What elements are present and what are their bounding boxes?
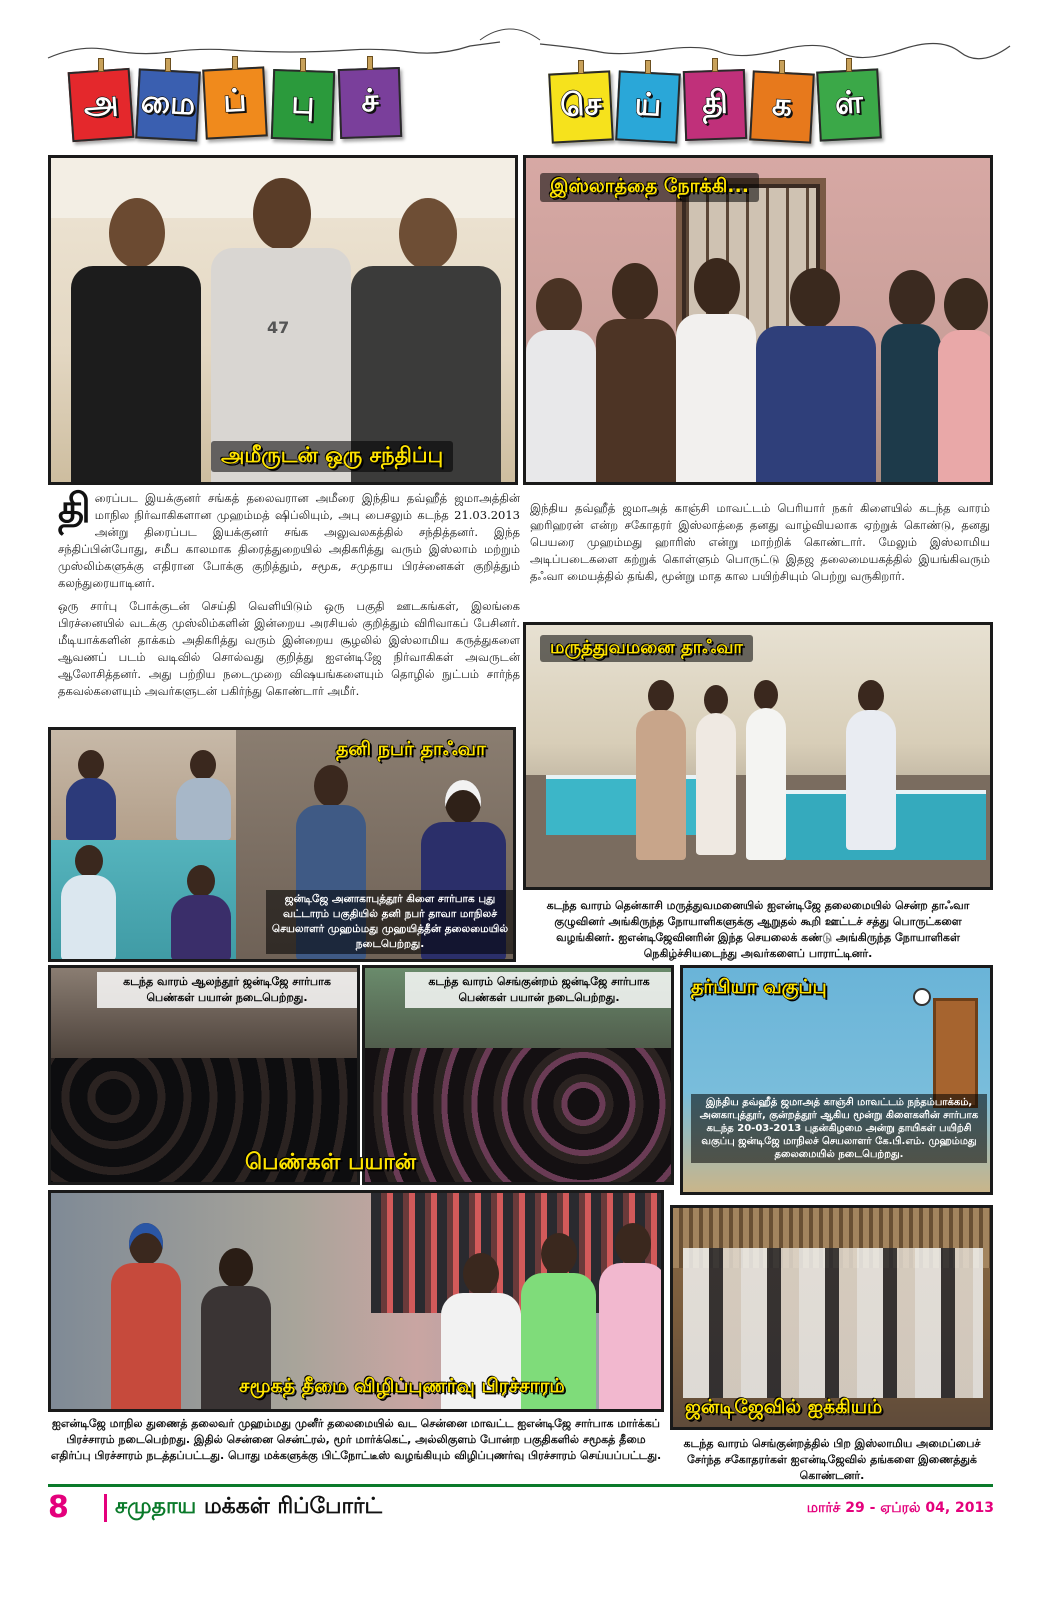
clothes-peg-icon [712,58,718,72]
clothes-peg-icon [232,56,238,70]
tarbiya-caption: இந்திய தவ்ஹீத் ஜமாஅத் காஞ்சி மாவட்டம் நந்தம்பாக்கம், அனகாபுத்தூர், குன்றத்தூர் ஆகிய மூன்று கிளைகளின் சார்பாக கடந்த 20-03-2013 புதன்கிழமை அன்று தாயிகள் பயிற்சி வகுப்பு ஜன்டிஜே மாநிலச் செயலாளர் கே.பி.எம். முஹம்மது தலைமையில் நடைபெற்றது. [691,1094,987,1163]
masthead-letter: ப் [222,82,248,120]
masthead-letter: செ [559,85,603,125]
person-b [176,750,231,840]
person-6 [938,278,993,485]
women-alandur-caption: கடந்த வாரம் ஆலந்தூர் ஜன்டிஜே சார்பாக பெண்கள் பயான் நடைபெற்றது. [97,972,357,1008]
masthead-letter-tile [135,68,201,141]
person-5 [881,270,941,485]
clothes-peg-icon [165,58,171,72]
women-chengunram-caption: கடந்த வாரம் செங்குன்றம் ஜன்டிஜே சார்பாக பெண்கள் பயான் நடைபெற்றது. [405,972,673,1008]
person-d [171,865,231,960]
footer-rule [48,1484,993,1487]
masthead-letter: பு [290,84,316,122]
masthead-letter: தி [701,84,729,122]
clothes-peg-icon [578,60,584,74]
tarbiya-title: தர்பியா வகுப்பு [691,976,827,998]
clothes-peg-icon [645,60,651,74]
hospital-caption: கடந்த வாரம் தென்காசி மருத்துவமனையில் ஐஎன்டிஜே தலைமையில் சென்ற தாஃவா குழுவினர் அங்கிருந்த நோயாளிகளுக்கு ஆறுதல் கூறி ஊட்டச் சத்து பொருட்களை வழங்கினர். ஐஎன்டிஜேவினரின் இந்த செயலைக் கண்டு அங்கிருந்த நோயாளிகள் நெகிழ்ச்சியடைந்து அவர்களைப் பாராட்டினர். [546,899,970,960]
bunting-string [0,0,1060,80]
masthead-letter: ச் [360,82,380,120]
publication-name [104,1494,382,1522]
masthead-letter-tile [548,70,614,143]
visitor-3 [746,680,786,860]
masthead-letter: மை [140,83,197,123]
campaigner-1 [111,1223,181,1412]
social-evil-caption: ஐஎன்டிஜே மாநில துணைத் தலைவர் முஹம்மது முனீர் தலைமையில் வட சென்னை மாவட்ட ஐஎன்டிஜே சார்பாக மார்க்கப் பிரச்சாரம் நடைபெற்றது. இதில் சென்னை சென்ட்ரல், மூர் மார்க்கெட், அல்லிகுளம் போன்ற பகுதிகளில் சமூகத் தீமை எதிர்ப்பு பிரச்சாரம் நடத்தப்பட்டது. பொது மக்களுக்கு பிட்நோட்டீஸ் வழங்கியும் விழிப்புணர்வு பிரச்சாரம் செய்யப்பட்டது. [50,1417,662,1462]
women-bayan-title: பெண்கள் பயான் [245,1150,417,1175]
clothes-peg-icon [846,58,852,72]
masthead [0,0,1060,150]
social-evil-photo [48,1190,664,1412]
campaigner-5 [599,1223,664,1412]
hospital-dawah-title: மருத்துவமனை தாஃவா [540,635,753,662]
ameer-meeting-photo [48,155,518,485]
clothes-peg-icon [779,60,785,74]
person-4 [756,268,876,485]
individual-dawah-caption: ஜன்டிஜே அனாகாபுத்தூர் கிளை சார்பாக புது வட்டாரம் பகுதியில் தனி நபர் தாவா மாநிலச் செயலாளர் முஹம்மது முஹயித்தீன் தலைமையில் நடைபெற்றது. [266,890,514,954]
masthead-letter-tile [683,69,747,141]
masthead-letter: க [771,86,793,124]
person-left [71,198,201,485]
ameer-meeting-title: அமீருடன் ஒரு சந்திப்பு [211,441,453,472]
masthead-letter-tile [816,68,882,141]
masthead-letter-tile [615,70,681,143]
visitor-2 [696,685,736,855]
publication-name-a: சமுதாய [115,1494,197,1519]
person-2 [596,263,676,485]
person-c [61,845,116,960]
person-1 [526,278,596,485]
masthead-letter-tile [68,68,135,142]
masthead-letter-tile [338,67,402,139]
hospital-dawah-photo [523,622,993,890]
unity-title: ஜன்டிஜேவில் ஐக்கியம் [685,1396,883,1418]
issue-date: மார்ச் 29 - ஏப்ரல் 04, 2013 [806,1500,994,1516]
towards-islam-title: இஸ்லாத்தை நோக்கி... [540,173,759,202]
publication-name-b: மக்கள் ரிப்போர்ட் [203,1494,383,1519]
person-middle: 47 [211,178,351,485]
page-number: 8 [48,1490,69,1525]
ameer-article [58,486,520,720]
convert-article-text: இந்திய தவ்ஹீத் ஜமாஅத் காஞ்சி மாவட்டம் பெரியார் நகர் கிளையில் கடந்த வாரம் ஹரிஹரன் என்ற சகோதரர் இஸ்லாத்தை தனது வாழ்வியலாக ஏற்றுக் கொண்டு, தனது பெயரை முஹம்மது ஹாரிஸ் என்று மாற்றிக் கொண்டார். மேலும் இஸ்லாமிய அடிப்படைகளை கற்றுக் கொள்ளும் பொருட்டு இதஜ தலைமையகத்தில் இயங்கிவரும் தஃவா மையத்தில் தங்கி, மூன்று மாத கால பயிற்சியும் பெற்று வருகிறார். [530,501,990,583]
individual-dawah-photo [48,727,516,962]
visitor-1 [636,680,686,860]
masthead-letter: அ [82,83,120,123]
masthead-letter-tile [749,70,815,143]
visitor-4 [846,680,896,850]
clothes-peg-icon [367,56,373,70]
person-3 [676,258,756,485]
individual-dawah-title: தனி நபர் தாஃவா [336,738,486,760]
clothes-peg-icon [300,58,306,72]
social-evil-title: சமூகத் தீமை விழிப்புணர்வு பிரச்சாரம் [239,1375,565,1397]
person-a [66,750,116,840]
unity-photo [670,1205,993,1430]
unity-caption: கடந்த வாரம் செங்குன்றத்தில் பிற இஸ்லாமிய அமைப்பைச் சேர்ந்த சகோதரர்கள் ஐஎன்டிஜேவில் தங்களை இணைத்துக் கொண்டனர். [683,1437,981,1482]
towards-islam-photo [523,155,993,485]
masthead-letter: ள் [833,84,864,122]
masthead-letter-tile [271,69,335,141]
convert-article [530,500,990,620]
ameer-article-p2: ஒரு சார்பு போக்குடன் செய்தி வெளியிடும் ஒரு பகுதி ஊடகங்கள், இலங்கை பிரச்னையில் வடக்கு முஸ்லிம்களின் இன்றைய அரசியல் குறித்தும் விரிவாகப் பேசினர். மீடியாக்களின் தாக்கம் அதிகரித்து வரும் இன்றைய சூழலில் இஸ்லாமிய கருத்துகளை ஆவணப் படம் வடிவில் சொல்வது குறித்து ஐஎன்டிஜே நிர்வாகிகள் அவருடன் ஆலோசித்தனர். அது பற்றிய நடைமுறை விஷயங்களையும் தொழில் நுட்பம் சார்ந்த தகவல்களையும் அவர்களுடன் பகிர்ந்து கொண்டார் அமீர். [58,599,520,698]
masthead-letter-tile [202,66,268,139]
dropcap: தி [58,486,91,532]
masthead-letter: ய் [633,86,663,124]
ameer-article-p1: ரைப்பட இயக்குனர் சங்கத் தலைவரான அமீரை இந்திய தவ்ஹீத் ஜமாஅத்தின் மாநில நிர்வாகிகளான முஹம்மத் ஷிப்லியும், அபு பைசலும் கடந்த 21.03.2013 அன்று திரைப்பட இயக்குனர் சங்க அலுவலகத்தில் சந்தித்தனர். இந்த சந்திப்பின்போது, சமீப காலமாக திரைத்துறையில் அதிகரித்து வரும் இஸ்லாம் மற்றும் முஸ்லிம்களுக்கு எதிரான போக்கு குறித்தும், சமூக, சமுதாய பிரச்னைகள் குறித்தும் கலந்துரையாடினர். [58,491,520,590]
clothes-peg-icon [98,58,104,72]
tarbiya-photo [680,965,993,1195]
